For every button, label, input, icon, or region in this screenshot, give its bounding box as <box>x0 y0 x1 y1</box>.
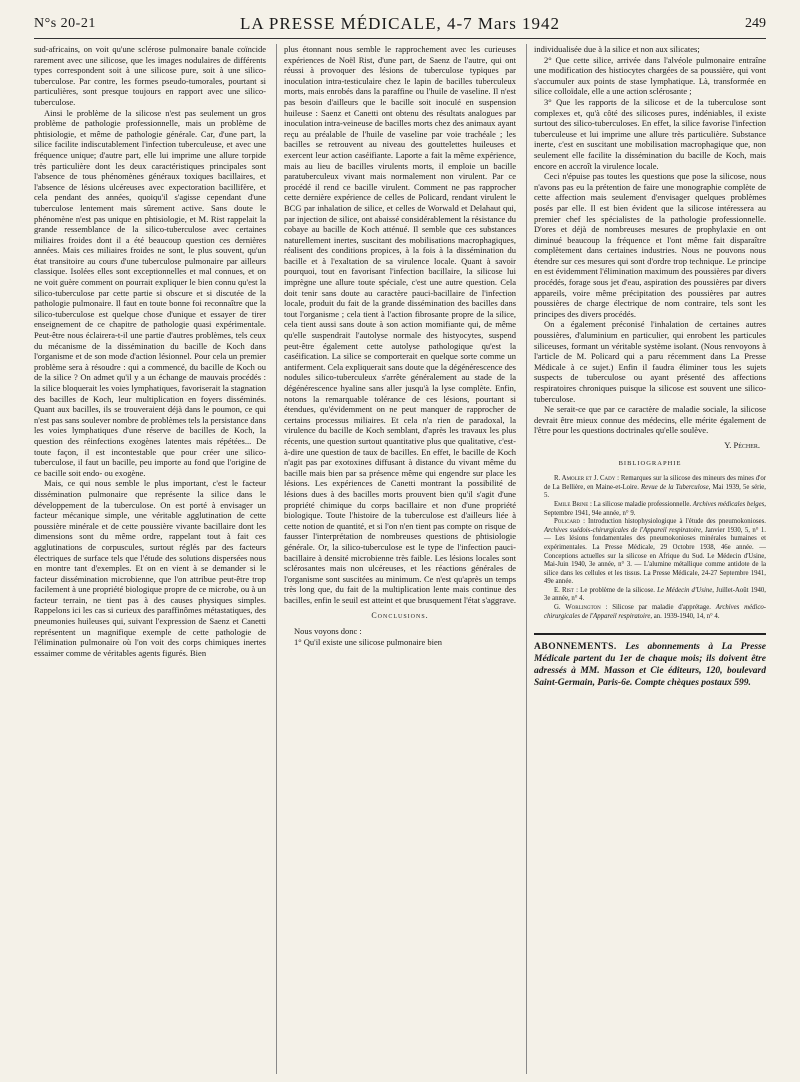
issue-number: N°s 20-21 <box>34 16 96 31</box>
bibliography-entry: Policard : Introduction histophysiologique à l'étude des pneumokonioses. Archives suédois-chirurgicales de l'Appareil respiratoire, Janvier 1930, 5, n° 1. — Les lésions fondamentales des pneumokonioses minérales humaines et expérimentales. La Presse Médicale, 29 Octobre 1938, 46e année. — Conceptions actuelles sur la silicose en Afrique du Sud. Le Médecin d'Usine, Mai-Juin 1940, 3e année, n° 3. — L'alumine métallique comme antidote de la silice dans les cellules et les tissus. La Presse Médicale, 24-27 Septembre 1941, 49e année. <box>544 518 766 586</box>
page-header <box>34 14 766 39</box>
page-number: 249 <box>745 16 766 31</box>
paragraph: Ne serait-ce que par ce caractère de maladie sociale, la silicose devrait être mieux connue des médecins, elle mérite également de l'être pour les questions doctrinales qu'elle soulève. <box>534 404 766 436</box>
paragraph: plus étonnant nous semble le rapprochement avec les curieuses expériences de Noël Rist, d'une part, de Saenz de l'autre, qui ont réussi à provoquer des lésions de tuberculose typiques par inoculation intra-testiculaire chez le lapin de bacilles tuberculeux morts, mais enrobés dans la paraffine ou l'huile de vaseline. Il n'est pas besoin d'ailleurs que le bacille soit inoculé en suspension huileuse : Saenz et Canetti ont obtenu des résultats analogues par inoculation intra-veineuse de bacilles morts chez des animaux ayant reçu au préalable de l'huile de vaseline par voie trachéale ; les bacilles se retrouvent au niveau des gouttelettes huileuses et exercent leur action caséifiante. Laporte a fait la même expérience, mais au lieu de bacilles virulents morts, il emploie un bacille paratuberculeux vivant mais normalement non virulent. Par ce procédé il rend ce bacille virulent. Comment ne pas rapprocher cette dernière expérience de celles de Policard, rendant virulent le BCG par inhalation de silice, et celles de Worwald et Delahaut qui, par injection de silice, ont abaissé considérablement la résistance du cobaye au bacille de Koch atténué. Il semble que ces substances naturellement inertes, suscitant des mobilisations macrophagiques, réalisent des conditions propices, à la fois à la dissémination du bacille et à l'exaltation de sa virulence locale. Quant à savoir pourquoi, tout en favorisant l'infection bacillaire, la silicose lui imprègne une allure toute spéciale, c'est une autre question. Cela doit tenir sans doute au caractère pauci-bacillaire de l'infection locale, produit du fait de la grande dissémination des bacilles dans tout l'organisme ; cela tient à l'action fibrosante propre de la silice, cela tient aussi sans doute à son action momifiante qui, de même qu'elle suspendrait l'autolyse normale des histyocytes, suspend peut-être également cette autolyse pathologique qu'est la caséification. La silice se comporterait en quelque sorte comme un antiferment. Cela expliquerait sans doute que la dégénérescence des nodules silico-tuberculeux s'arrête généralement au stade de la dégénérescence hyaline sans aller jusqu'à la lyse complète. Enfin, notons la remarquable tolérance de ces lésions, pourtant si étendues, qu'évidemment on ne peut manquer de rapprocher de certains processus miliaires. Et cela n'a rien de paradoxal, la virulence du bacille de Koch semblant, d'après les travaux les plus récents, une question surtout quantitative plus que qualitative, c'est-à-dire une question de taux de bacilles. En effet, le bacille de Koch n'agit pas par exotoxines diffusant à distance du vivant même du bacille mais bien par sa présence même qui engendre sur place les lésions. Les expériences de Canetti montrant la possibilité de lésions dues à des bacilles morts prouvent bien qu'il s'agit d'une propriété chimique du corps bacillaire et non d'une propriété biologique. Toute l'histoire de la tuberculose est d'ailleurs liée à cette notion de quantité, et si l'on n'en tient pas compte on risque de fausser l'interprétation de nombreuses questions de phtisiologie générale. Or, la silico-tuberculose est le type de l'infection pauci-bacillaire à densité microbienne très faible. Les lésions locales sont sclérosantes mais non ulcéreuses, et les réactions générales de l'organisme sont suscitées au minimum. Ce n'est qu'après un temps très long que, du fait de la multiplication lente mais continue des bacilles, enfin le seuil est atteint et que brusquement l'état s'aggrave. <box>284 44 516 605</box>
paragraph: Mais, ce qui nous semble le plus important, c'est le facteur dissémination pulmonaire que représente la silice dans le développement de la tuberculose. On est porté à envisager un facteur mécanique simple, une véritable agglutination de cette poussière minérale et de cette poussière vivante bacillaire dont les dimensions sont du même ordre, rappelant tout à fait ces agglutinations de corpuscules, surtout réglés par des facteurs électriques de surface tels que l'étude des solutions dispersées nous en montre tant d'exemples. Et on en vient à se demander si le facteur dissémination microbienne, que l'on attribue peut-être trop facilement à une propriété biologique propre de ce microbe, ou à un facteur terrain, ne tient pas à des causes physiques simples. Rappelons ici les cas si curieux des paraffinômes métastatiques, des pneumonies huileuses qui, suivant l'expression de Saenz et Canetti représentent un magnifique exemple de cette pathologie de l'élimination pulmonaire où l'on voit des corps chimiques inertes essaimer comme de véritables agents figurés. Bien <box>34 478 266 658</box>
section-title-conclusions: Conclusions. <box>371 611 429 621</box>
bibliography-title: BIBLIOGRAPHIE <box>618 459 682 467</box>
column-1 <box>34 44 266 1074</box>
column-divider <box>276 44 277 1074</box>
paragraph: individualisée due à la silice et non aux silicates; <box>534 44 700 54</box>
paragraph: Nous voyons donc : <box>294 626 362 637</box>
paragraph: 3° Que les rapports de la silicose et de la tuberculose sont complexes et, qu'à côté des silicoses pures, indéniables, il existe surtout des silico-tuberculoses. En effet, la silice favorise l'infection tuberculeuse et lui imprime une allure très particulière. Substance inerte, c'est en suscitant une mobilisation macrophagique que, non seulement elle facilite la dissémination du bacille de Koch, mais encore en accroît la virulence locale. <box>534 96 766 171</box>
paragraph: 1° Qu'il existe une silicose pulmonaire bien <box>294 636 442 647</box>
bibliography-entry: Emile Brine : La silicose maladie professionnelle. Archives médicales belges, Septembre 1941, 94e année, n° 9. <box>544 500 766 517</box>
column-2 <box>284 44 516 1074</box>
bibliography-entry: R. Amoler et J. Cady : Remarques sur la silicose des mineurs des mines d'or de La Bellière, en Maine-et-Loire. Revue de la Tuberculose, Mai 1939, 5e série, 5. <box>544 475 766 500</box>
subscriptions-text: Les abonnements à La Presse Médicale partent du 1er de chaque mois; ils doivent être adressés à MM. Masson et Cie éditeurs, 120, boulevard Saint-Germain, Paris-6e. Compte chèques postaux 599. <box>534 642 766 689</box>
paragraph: Ceci n'épuise pas toutes les questions que pose la silicose, nous n'avons pas eu la prétention de faire une monographie complète de cette affection mais seulement d'envisager quelques problèmes posés par elle. Il est bien évident que la silicose intéressera au premier chef les spécialistes de la pathologie professionnelle. D'ores et déjà de nombreuses mesures de prophylaxie en ont diminué beaucoup la fréquence et l'ont même fait disparaître complètement dans certaines industries. Nous ne pouvons nous étendre sur ces mesures qui sont d'ordre trop technique. Le principe en est évidemment l'élimination maximum des poussières par divers procédés, forage sous jet d'eau, aspiration des poussières par divers appareils, voire même précipitation des poussières par autres poussières de charge électrique de nom contraire, tels sont les principes des divers procédés. <box>534 171 766 319</box>
subscriptions-lead: ABONNEMENTS. <box>534 642 617 653</box>
bibliography-entry: G. Worlington : Silicose par maladie d'apprétage. Archives médico-chirurgicales de l'Appareil respiratoire, an. 1939-1940, 14, n° 4. <box>544 604 766 620</box>
bibliography-list <box>534 475 766 621</box>
column-3 <box>534 44 766 1074</box>
bibliography-entry: E. Rist : Le problème de la silicose. Le Médecin d'Usine, Juillet-Août 1940, 3e année, n° 4. <box>544 586 766 603</box>
column-divider <box>526 44 527 1074</box>
paragraph: Ainsi le problème de la silicose n'est pas seulement un gros problème de pathologie professionnelle, mais un problème de phtisiologie, et même de pathologie générale. Car, d'une part, la silice facilite indiscutablement l'infection tuberculeuse, et avec une fréquence unique; d'autre part, elle lui imprime une allure torpide très particulière dont les deux caractéristiques principales sont l'absence de tous phénomènes généraux toxiques bacillaires, et l'absence de lésions ulcéreuses avec expectoration bacillifère, et cela pendant des années, quoiqu'il s'agisse cependant d'une tuberculose lentement mais sûrement active. Sans doute le phénomène n'est pas unique en phtisiologie, et M. Rist rappelait la grande ressemblance de la silico-tuberculose avec certaines miliaires froides dont il a été beaucoup question ces dernières années. Mais ces miliaires froides ne sont, le plus souvent, qu'un état transitoire au cours d'une tuberculose pulmonaire par ailleurs classique. Isolées elles sont exceptionnelles et mal connues, et on ne voit guère comment on pourrait expliquer le bien connu qu'est la silico-tuberculose par cette partie si obscure et si discutée de la pathologie pulmonaire. Il faut en toute bonne foi reconnaître que la silico-tuberculose est quelque chose d'unique et essayer de tirer enseignement de ce chapitre de pathologie quasi expérimentale. Peut-être nous éclairera-t-il une partie d'autres problèmes, tels ceux du mécanisme de la dissémination du bacille de Koch dans l'organisme et de son mode d'action lésionnel. Pour cela un premier problème sera à résoudre : qui a commencé, du bacille de Koch ou de la silice ? On admet qu'il y a un échange de mauvais procédés : la silice bloquerait les voies lymphatiques, favoriserait la stagnation des bacilles de Koch, leur multiplication en foyers disséminés. Quant aux bacilles, ils se trouveraient déjà dans le poumon, ce qui n'est pas sans soulever nombre de problèmes tels la persistance dans les voies lymphatiques d'une réserve de bacilles de Koch, la question des réinfections exogènes latentes mais répétées... De toute façon, il est incontestable que pour créer une silico-tuberculose, il faut un bacille, peu importe au fond que l'origine de ce bacille soit endo- ou exogène. <box>34 107 266 478</box>
journal-title: LA PRESSE MÉDICALE, 4-7 Mars 1942 <box>239 14 561 33</box>
paragraph: sud-africains, on voit qu'une sclérose pulmonaire banale coïncide rarement avec une silicose, que les images nodulaires de différents types correspondent soit à une silicose pure, soit à une silico-tuberculose. Par contre, les formes pseudo-tumorales, pourtant si particulières, sont presque toujours en rapport avec une silico-tuberculose. <box>34 44 266 107</box>
author-signature: Y. Pécher. <box>724 439 760 450</box>
paragraph: On a également préconisé l'inhalation de certaines autres poussières, d'aluminium en particulier, qui enrobent les particules siliceuses, formant un véritable système isolant. (Nous renvoyons à l'article de M. Policard qui a paru récemment dans La Presse Médicale à ce sujet.) Enfin il faudra éliminer tous les sujets suspects de tuberculose ou ayant présenté des affections respiratoires chroniques puisque la silicose est souvent une silico-tuberculose. <box>534 319 766 404</box>
paragraph: 2° Que cette silice, arrivée dans l'alvéole pulmonaire entraîne une modification des histiocytes chargées de sa poussière, qui vont s'accumuler aux points de stase lymphatique. Là, transformée en silice colloïdale, elle a une action sclérosante ; <box>534 54 766 97</box>
subscriptions-notice <box>534 633 766 689</box>
